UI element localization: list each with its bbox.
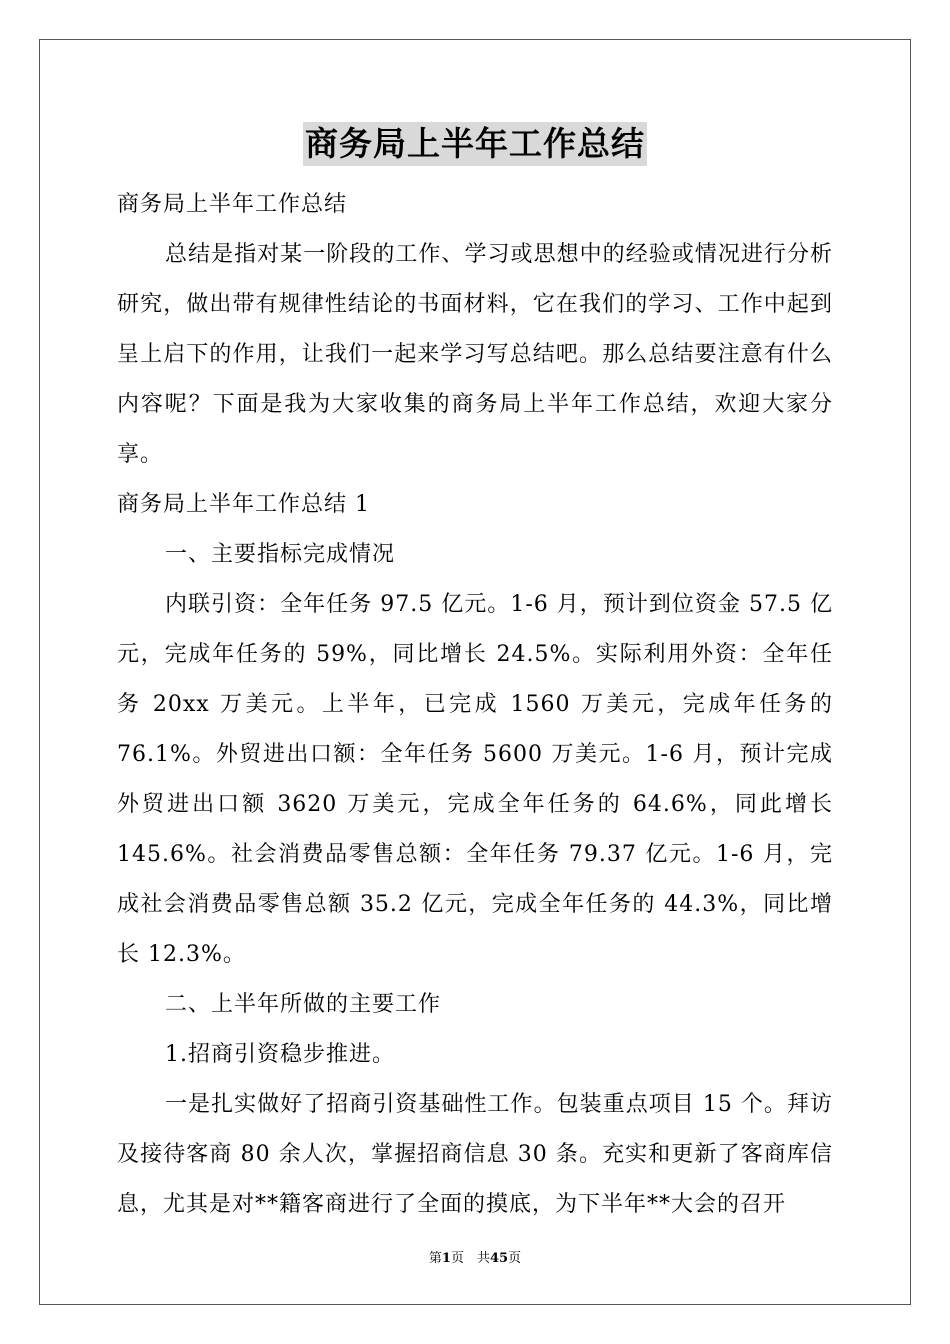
total-page-number: 45 bbox=[489, 1251, 509, 1266]
subsection-heading: 一、主要指标完成情况 bbox=[165, 542, 396, 567]
section-heading: 商务局上半年工作总结 1 bbox=[117, 492, 370, 517]
current-page-number: 1 bbox=[441, 1251, 451, 1266]
subsection-heading: 二、上半年所做的主要工作 bbox=[165, 992, 442, 1017]
document-body bbox=[117, 122, 833, 1230]
paragraph: 内联引资：全年任务 97.5 亿元。1-6 月，预计到位资金 57.5 亿元，完成年任务的 59%，同比增长 24.5%。实际利用外资：全年任务 20xx 万美元。上半年，已完成 1560 万美元，完成年任务的 76.1%。外贸进出口额：全年任务 5600 万美元。1-6 月，预计完成外贸进出口额 3620 万美元，完成全年任务的 64.6%，同此增长 145.6%。社会消费品零售总额：全年任务 79.37 亿元。1-6 月，完成社会消费品零售总额 35.2 亿元，完成全年任务的 44.3%，同比增长 12.3%。 bbox=[117, 592, 833, 967]
title-container bbox=[117, 122, 833, 172]
paragraph: 商务局上半年工作总结 bbox=[117, 192, 348, 217]
page-suffix: 页 bbox=[508, 1251, 522, 1266]
page-footer bbox=[0, 1247, 950, 1266]
document-title: 商务局上半年工作总结 bbox=[303, 122, 647, 166]
list-heading: 1.招商引资稳步推进。 bbox=[165, 1042, 395, 1067]
page-prefix: 第 bbox=[428, 1251, 442, 1266]
page-mid: 页 共 bbox=[450, 1251, 490, 1266]
paragraph: 总结是指对某一阶段的工作、学习或思想中的经验或情况进行分析研究，做出带有规律性结论的书面材料，它在我们的学习、工作中起到呈上启下的作用，让我们一起来学习写总结吧。那么总结要注意有什么内容呢？下面是我为大家收集的商务局上半年工作总结，欢迎大家分享。 bbox=[117, 242, 833, 467]
paragraph: 一是扎实做好了招商引资基础性工作。包装重点项目 15 个。拜访及接待客商 80 余人次，掌握招商信息 30 条。充实和更新了客商库信息，尤其是对**籍客商进行了全面的摸底，为下半年**大会的召开 bbox=[117, 1092, 833, 1217]
